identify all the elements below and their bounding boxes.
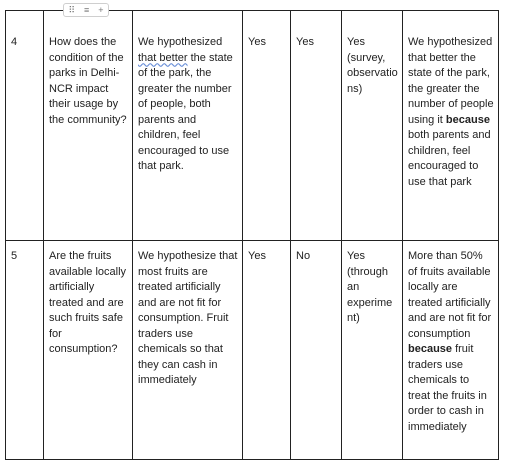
hypothesis-text: We hypothesized bbox=[138, 36, 223, 48]
row-number: 5 bbox=[6, 241, 44, 460]
answer-cell: Yes bbox=[291, 11, 342, 241]
final-text: We hypothesized that better the state of the park, the greater the number of people using it bbox=[408, 36, 494, 126]
final-text: both parents and children, feel encouraged to use that park bbox=[408, 129, 491, 188]
add-icon[interactable]: + bbox=[98, 5, 104, 15]
answer-cell: Yes bbox=[243, 241, 291, 460]
answer-cell: No bbox=[291, 241, 342, 460]
final-hypothesis-cell bbox=[403, 11, 499, 241]
table-row bbox=[6, 11, 499, 241]
because-keyword: because bbox=[408, 343, 453, 355]
row-number: 4 bbox=[6, 11, 44, 241]
method-cell: Yes (through an experiment) bbox=[342, 241, 403, 460]
table-row bbox=[6, 241, 499, 460]
answer-cell: Yes bbox=[243, 11, 291, 241]
hypothesis-cell: We hypothesize that most fruits are treated artificially and are not fit for consumption. Fruit traders use chemicals so that they can cash in immediately bbox=[133, 241, 243, 460]
final-text: More than 50% of fruits available locally are treated artificially and are not fit for consumption bbox=[408, 250, 492, 340]
method-cell: Yes (survey, observations) bbox=[342, 11, 403, 241]
final-hypothesis-cell bbox=[403, 241, 499, 460]
spellcheck-flag[interactable]: that better bbox=[138, 51, 188, 64]
research-question: How does the condition of the parks in Delhi-NCR impact their usage by the community? bbox=[44, 11, 133, 241]
research-question: Are the fruits available locally artificially treated and are such fruits safe for consumption? bbox=[44, 241, 133, 460]
because-keyword: because bbox=[445, 113, 490, 126]
hypothesis-text: the state of the park, the greater the number of people, both parents and children, feel encouraged to use that park. bbox=[138, 51, 233, 172]
hypothesis-table bbox=[5, 10, 499, 460]
menu-icon[interactable]: ≡ bbox=[84, 5, 90, 15]
hypothesis-cell bbox=[133, 11, 243, 241]
drag-handle-icon[interactable]: ⠿ bbox=[68, 5, 76, 15]
final-text: fruit traders use chemicals to treat the fruits in order to cash in immediately bbox=[408, 343, 487, 433]
table-toolbar[interactable] bbox=[63, 3, 109, 17]
